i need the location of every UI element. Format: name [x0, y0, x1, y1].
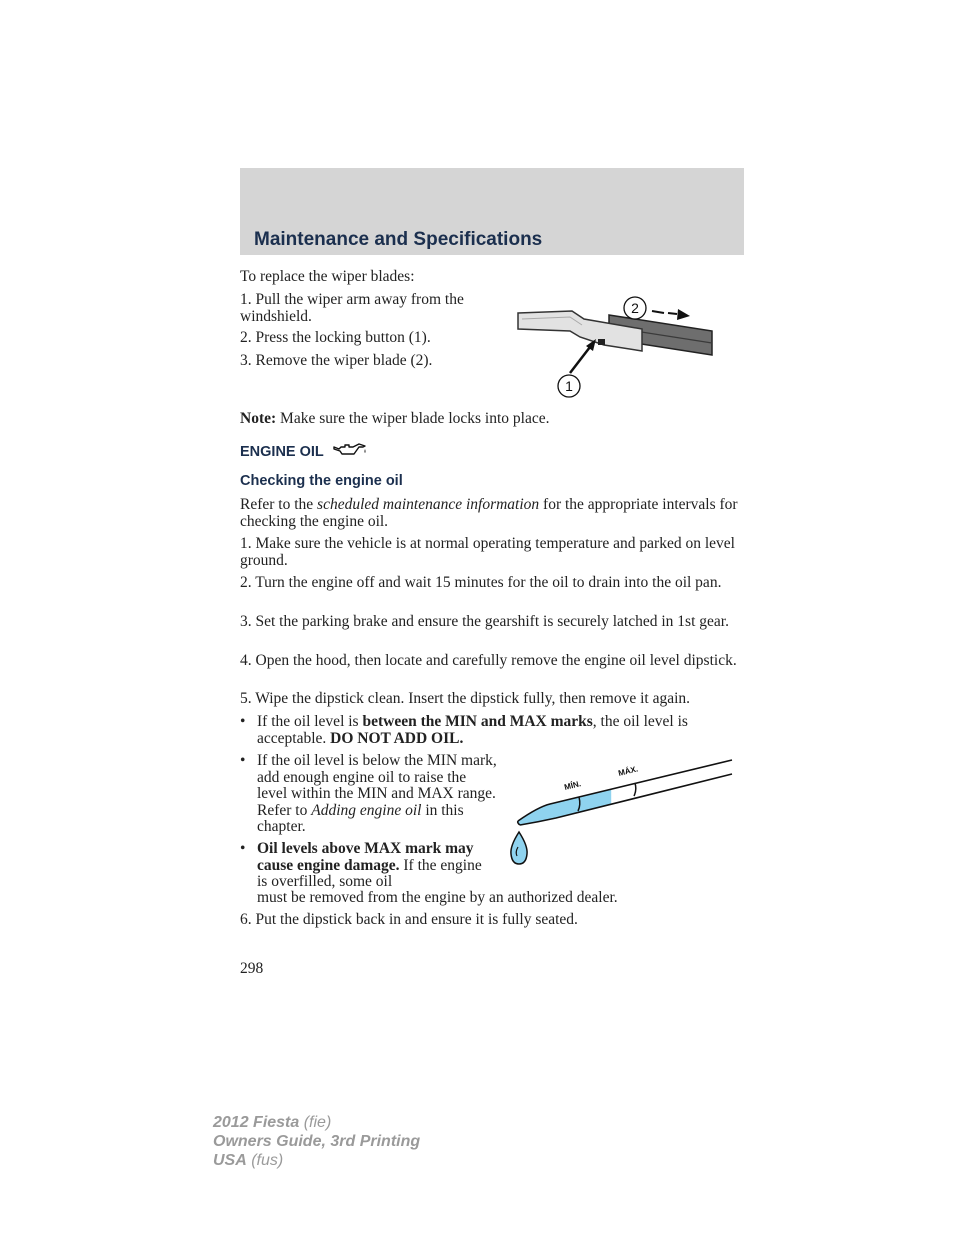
- wiper-step-2: 2. Press the locking button (1).: [240, 329, 431, 346]
- max-mark: [634, 783, 636, 796]
- section-title: Maintenance and Specifications: [254, 229, 543, 250]
- callout-2-label: 2: [631, 300, 639, 316]
- max-mark-label: MÁX.: [617, 764, 639, 778]
- wiper-intro: To replace the wiper blades:: [240, 268, 415, 285]
- oil-step-2: 2. Turn the engine off and wait 15 minutes for the oil to drain into the oil pan.: [240, 574, 722, 591]
- refer-paragraph: [240, 497, 740, 530]
- wiper-note: [240, 411, 549, 428]
- engine-oil-heading: [240, 442, 368, 460]
- refer-post: for the appropriate intervals for checking the engine oil.: [240, 496, 738, 530]
- oil-step-3: 3. Set the parking brake and ensure the gearshift is securely latched in 1st gear.: [240, 613, 729, 630]
- oil-step-1: 1. Make sure the vehicle is at normal operating temperature and parked on level ground.: [240, 535, 735, 569]
- scheduled-maintenance-reference: scheduled maintenance information: [317, 496, 540, 513]
- note-text: Make sure the wiper blade locks into place.: [276, 410, 550, 427]
- footer-model: 2012 Fiesta: [213, 1114, 300, 1131]
- footer-model-code: (fie): [299, 1114, 332, 1131]
- callout-1-label: 1: [565, 378, 573, 394]
- page-number: 298: [240, 960, 264, 977]
- document-footer: [213, 1113, 513, 1170]
- wiper-step-3: 3. Remove the wiper blade (2).: [240, 352, 433, 369]
- refer-pre: Refer to the: [240, 496, 318, 513]
- oil-step-5: 5. Wipe the dipstick clean. Insert the dipstick fully, then remove it again.: [240, 690, 691, 707]
- footer-market: USA: [213, 1152, 247, 1169]
- bullet-2-post: in this chapter.: [257, 801, 464, 835]
- bullet-marker: •: [240, 713, 246, 730]
- oil-drop: [511, 832, 527, 864]
- footer-line-2: Owners Guide, 3rd Printing: [213, 1133, 421, 1150]
- do-not-add-oil: DO NOT ADD OIL.: [330, 729, 464, 747]
- bullet-1: [257, 714, 740, 747]
- bullet-3-post: If the engine is overfilled, some oil: [257, 856, 482, 890]
- note-label: Note:: [240, 410, 277, 427]
- bullet-marker: •: [240, 752, 246, 769]
- locking-button: [598, 339, 605, 345]
- adding-engine-oil-reference: Adding engine oil: [311, 801, 422, 819]
- bullet-3-warning: Oil levels above MAX mark may cause engine damage.: [257, 840, 474, 874]
- oil-step-4: 4. Open the hood, then locate and carefully remove the engine oil level dipstick.: [240, 652, 737, 669]
- wiper-step-1: 1. Pull the wiper arm away from the windshield.: [240, 291, 464, 325]
- bullet-1-mid: , the oil level is acceptable.: [257, 713, 688, 747]
- bullet-2-pre: If the oil level is below the MIN mark, add enough engine oil to raise the level within the MIN and MAX range. Refer to: [257, 752, 497, 819]
- wiper-blade-illustration: [514, 293, 719, 403]
- bullet-marker: •: [240, 840, 246, 857]
- bullet-1-pre: If the oil level is: [257, 713, 363, 730]
- section-header-band: [240, 168, 744, 255]
- dipstick-illustration: [508, 752, 736, 870]
- engine-oil-heading-text: ENGINE OIL: [240, 444, 324, 460]
- checking-engine-oil-subheading: Checking the engine oil: [240, 473, 403, 489]
- min-mark-label: MÍN.: [563, 779, 582, 792]
- footer-line-1: [213, 1113, 513, 1132]
- bullet-2: [257, 753, 497, 836]
- bullet-3: [257, 841, 489, 891]
- bullet-3-continued: must be removed from the engine by an authorized dealer.: [257, 889, 618, 906]
- footer-market-code: (fus): [246, 1152, 284, 1169]
- oil-step-6: 6. Put the dipstick back in and ensure it is fully seated.: [240, 911, 578, 928]
- footer-line-3: [213, 1151, 513, 1170]
- bullet-1-bold: between the MIN and MAX marks: [362, 713, 593, 730]
- oil-can-icon: [332, 442, 368, 458]
